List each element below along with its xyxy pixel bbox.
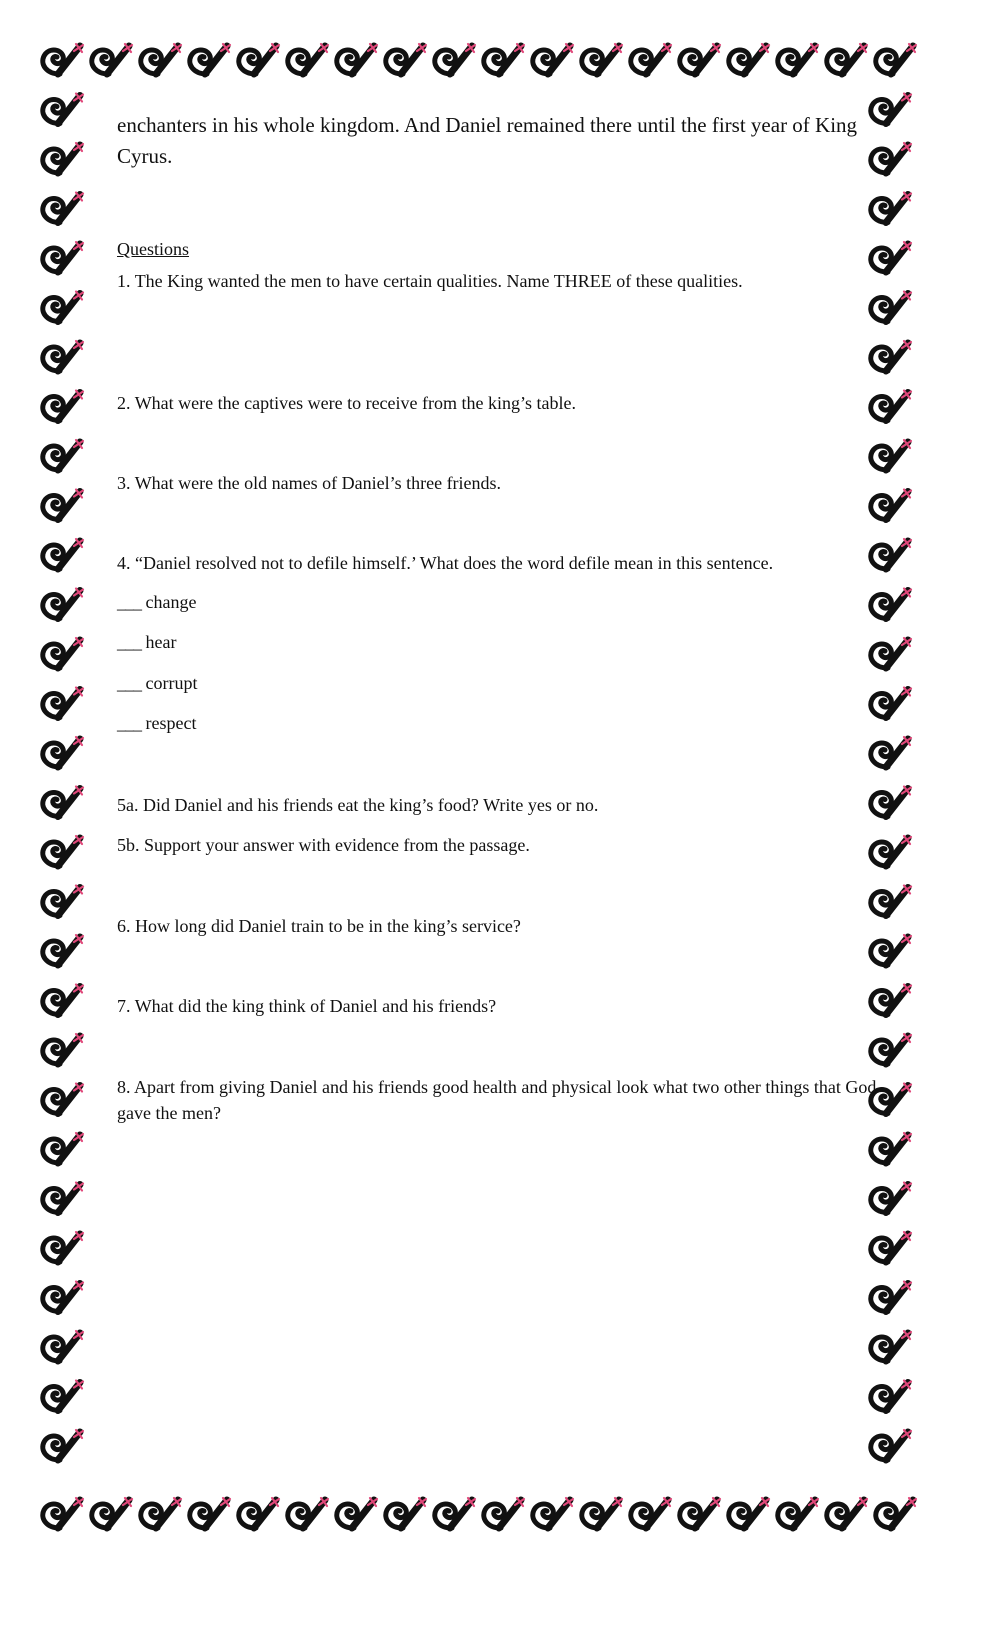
swirl-ornament-icon (871, 1282, 911, 1312)
swirl-ornament-icon (190, 44, 230, 74)
swirl-ornament-icon (43, 391, 83, 421)
swirl-ornament-icon (778, 1498, 818, 1528)
question-3: 3. What were the old names of Daniel’s three friends. (117, 473, 502, 493)
answer-blank[interactable]: ___ (117, 673, 141, 693)
swirl-ornament-icon (43, 1183, 83, 1213)
answer-blank[interactable]: ___ (117, 632, 141, 652)
swirl-ornament-icon (582, 1498, 622, 1528)
option-respect[interactable]: ___ respect (117, 713, 197, 733)
swirl-ornament-icon (876, 44, 916, 74)
swirl-ornament-icon (43, 737, 83, 767)
option-change[interactable]: ___ change (117, 592, 197, 612)
answer-blank[interactable]: ___ (117, 713, 141, 733)
swirl-ornament-icon (827, 1498, 867, 1528)
intro-passage (117, 110, 887, 172)
swirl-ornament-icon (43, 94, 83, 124)
swirl-ornament-icon (239, 1498, 279, 1528)
question-2: 2. What were the captives were to receive from the king’s table. (117, 393, 576, 413)
question-8: 8. Apart from giving Daniel and his friends good health and physical look what two other things that God gave the men? (117, 1077, 877, 1123)
question-4: 4. “Daniel resolved not to defile himself.’ What does the word defile mean in this sentence. (117, 553, 774, 573)
swirl-ornament-icon (871, 1381, 911, 1411)
swirl-ornament-icon (43, 935, 83, 965)
swirl-ornament-icon (871, 638, 911, 668)
swirl-ornament-icon (43, 1381, 83, 1411)
questions-heading: Questions (117, 239, 189, 259)
swirl-ornament-icon (43, 1331, 83, 1361)
answer-blank[interactable]: ___ (117, 592, 141, 612)
swirl-ornament-icon (43, 1084, 83, 1114)
swirl-ornament-icon (871, 1331, 911, 1361)
swirl-ornament-icon (871, 935, 911, 965)
swirl-ornament-icon (680, 44, 720, 74)
swirl-ornament-icon (288, 44, 328, 74)
swirl-ornament-icon (582, 44, 622, 74)
swirl-ornament-icon (871, 688, 911, 718)
swirl-ornament-icon (337, 1498, 377, 1528)
swirl-ornament-icon (43, 1282, 83, 1312)
swirl-ornament-icon (871, 292, 911, 322)
swirl-ornament-icon (827, 44, 867, 74)
swirl-ornament-icon (386, 1498, 426, 1528)
swirl-ornament-icon (871, 193, 911, 223)
swirl-ornament-icon (778, 44, 818, 74)
swirl-ornament-icon (729, 44, 769, 74)
swirl-ornament-icon (288, 1498, 328, 1528)
swirl-ornament-icon (43, 341, 83, 371)
swirl-ornament-icon (43, 1034, 83, 1064)
swirl-ornament-icon (871, 737, 911, 767)
option-corrupt[interactable]: ___ corrupt (117, 673, 198, 693)
swirl-ornament-icon (239, 44, 279, 74)
option-hear[interactable]: ___ hear (117, 632, 177, 652)
swirl-ornament-icon (631, 44, 671, 74)
swirl-ornament-icon (871, 440, 911, 470)
swirl-ornament-icon (43, 1133, 83, 1163)
swirl-ornament-icon (871, 1232, 911, 1262)
swirl-ornament-icon (484, 1498, 524, 1528)
question-5a: 5a. Did Daniel and his friends eat the king’s food? Write yes or no. (117, 795, 599, 815)
swirl-ornament-icon (631, 1498, 671, 1528)
swirl-ornament-icon (43, 539, 83, 569)
swirl-ornament-icon (871, 1034, 911, 1064)
swirl-ornament-icon (43, 193, 83, 223)
swirl-ornament-icon (484, 44, 524, 74)
swirl-ornament-icon (43, 1430, 83, 1460)
swirl-ornament-icon (43, 1498, 83, 1528)
swirl-ornament-icon (43, 440, 83, 470)
swirl-ornament-icon (386, 44, 426, 74)
swirl-ornament-icon (43, 886, 83, 916)
swirl-ornament-icon (43, 638, 83, 668)
swirl-ornament-icon (43, 787, 83, 817)
swirl-ornament-icon (729, 1498, 769, 1528)
swirl-ornament-icon (43, 836, 83, 866)
question-1: 1. The King wanted the men to have certain qualities. Name THREE of these qualities. (117, 271, 743, 291)
question-7: 7. What did the king think of Daniel and his friends? (117, 996, 497, 1016)
swirl-ornament-icon (871, 1133, 911, 1163)
swirl-ornament-icon (43, 44, 83, 74)
swirl-ornament-icon (43, 589, 83, 619)
swirl-ornament-icon (871, 1183, 911, 1213)
swirl-ornament-icon (435, 1498, 475, 1528)
swirl-ornament-icon (43, 688, 83, 718)
swirl-ornament-icon (871, 886, 911, 916)
swirl-ornament-icon (871, 589, 911, 619)
swirl-ornament-icon (43, 292, 83, 322)
swirl-ornament-icon (435, 44, 475, 74)
swirl-ornament-icon (680, 1498, 720, 1528)
swirl-ornament-icon (92, 44, 132, 74)
swirl-ornament-icon (876, 1498, 916, 1528)
question-5b: 5b. Support your answer with evidence from the passage. (117, 835, 530, 855)
swirl-ornament-icon (533, 44, 573, 74)
swirl-ornament-icon (337, 44, 377, 74)
swirl-ornament-icon (43, 490, 83, 520)
swirl-ornament-icon (43, 1232, 83, 1262)
swirl-ornament-icon (533, 1498, 573, 1528)
swirl-ornament-icon (43, 143, 83, 173)
intro-text: enchanters in his whole kingdom. And Daniel remained there until the first year of King Cyrus. (117, 113, 858, 168)
swirl-ornament-icon (871, 1430, 911, 1460)
swirl-ornament-icon (92, 1498, 132, 1528)
swirl-ornament-icon (43, 985, 83, 1015)
swirl-ornament-icon (141, 1498, 181, 1528)
swirl-ornament-icon (141, 44, 181, 74)
swirl-ornament-icon (190, 1498, 230, 1528)
question-6: 6. How long did Daniel train to be in the king’s service? (117, 916, 521, 936)
swirl-ornament-icon (43, 242, 83, 272)
swirl-ornament-icon (871, 341, 911, 371)
